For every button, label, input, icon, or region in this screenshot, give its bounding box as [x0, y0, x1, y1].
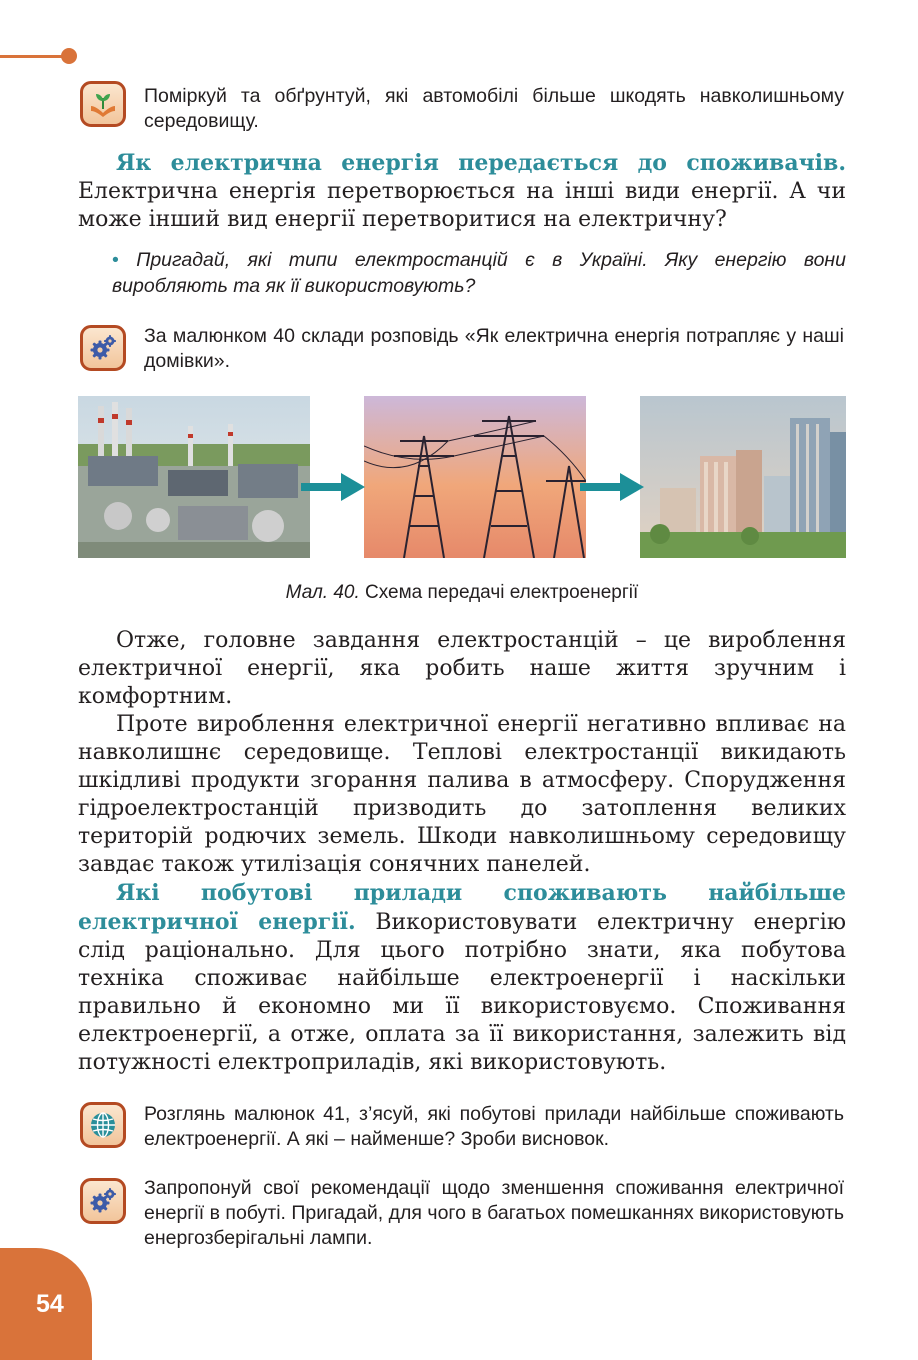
arrow-right-icon — [301, 470, 365, 504]
section-text: Використовувати електричну енергію слід раціонально. Для цього потрібно знати, яка побутова техніка споживає найбільше електроенергії і наскільки правильно й економно ми її використовуємо. Споживання електроенергії, а отже, оплата за її використання, залежить від потужності електроприладів, які використовують. — [78, 910, 846, 1075]
recall-text: Пригадай, які типи електростанцій є в Україні. Яку енергію вони виробляють та як її використовують? — [112, 249, 846, 297]
gears-icon — [80, 325, 126, 371]
decor-line — [0, 55, 68, 58]
caption-text: Схема передачі електроенергії — [359, 582, 639, 603]
paragraph: Отже, головне завдання електростанцій – це вироблення електричної енергії, яка робить наше життя зручним і комфортним. — [78, 628, 846, 709]
section-text: Електрична енергія перетворюється на інші види енергії. А чи може інший вид енергії перетворитися на електричну? — [78, 179, 846, 232]
caption-label: Мал. 40. — [285, 582, 360, 603]
section-heading: Як електрична енергія передається до споживачів. — [116, 150, 846, 176]
arrow-right-icon — [580, 470, 644, 504]
section-heading: Які побутові прилади споживають найбільше електричної енергії. — [78, 880, 846, 935]
task-text-recommendations: Запропонуй свої рекомендації щодо зменшення споживання електричної енергії в побуті. Пригадай, для чого в багатьох помешканнях використовують енергозберігальні лампи. — [144, 1177, 844, 1249]
globe-icon — [80, 1102, 126, 1148]
gears-icon — [80, 1178, 126, 1224]
decor-dot — [61, 48, 77, 64]
task-text-cars: Поміркуй та обґрунтуй, які автомобілі більше шкодять навколишньому середовищу. — [144, 85, 844, 132]
section-electricity-transfer — [78, 149, 846, 234]
figure-caption — [78, 582, 846, 604]
power-plant-photo — [78, 396, 310, 558]
paragraph: Проте вироблення електричної енергії негативно впливає на навколишнє середовище. Теплові електростанції викидають шкідливі продукти згорання палива в атмосферу. Спорудження гідроелектростанцій призводить до затоплення великих територій родючих земель. Шкоди навколишньому середовищу завдає також утилізація сонячних панелей. — [78, 712, 846, 877]
task-text-appliances: Розглянь малюнок 41, з’ясуй, які побутові прилади найбільше споживають електроенергії. А які – найменше? Зроби висновок. — [144, 1103, 844, 1150]
recall-question — [112, 247, 846, 299]
sprout-in-hands-icon — [80, 81, 126, 127]
page-number: 54 — [36, 1290, 64, 1318]
power-lines-photo — [364, 396, 586, 558]
main-text — [78, 627, 846, 1077]
task-text-story: За малюнком 40 склади розповідь «Як електрична енергія потрапляє у наші домівки». — [144, 325, 844, 372]
bullet-marker: • — [112, 249, 119, 271]
apartment-buildings-photo — [640, 396, 846, 558]
